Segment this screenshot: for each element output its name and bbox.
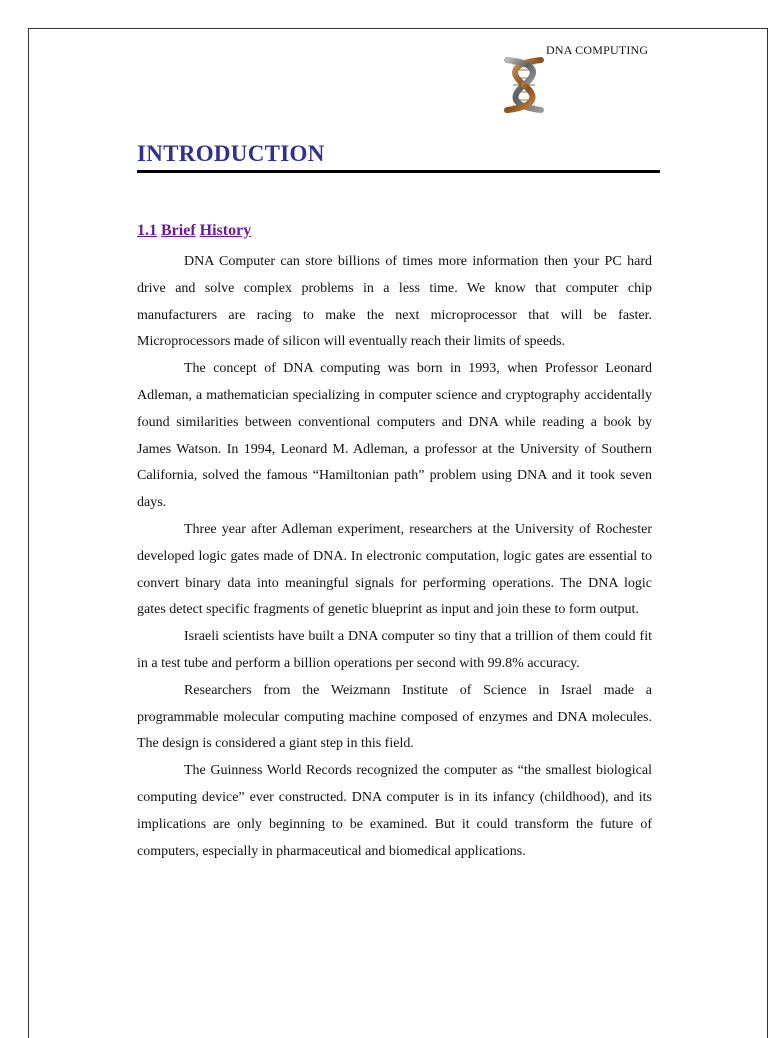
section-title-word-1: Brief xyxy=(161,222,196,239)
paragraph: DNA Computer can store billions of times more information then your PC hard drive and solve complex problems in a less time. We know that computer chip manufacturers are racing to make the next microprocessor that will be faster. Microprocessors made of silicon will eventually reach their limits of speeds. xyxy=(137,254,652,350)
paragraph: Three year after Adleman experiment, researchers at the University of Rochester developed logic gates made of DNA. In electronic computation, logic gates are essential to convert binary data into meaningful signals for performing operations. The DNA logic gates detect specific fragments of genetic blueprint as input and join these to form output. xyxy=(137,521,652,618)
title-divider xyxy=(137,170,660,173)
paragraph: The Guinness World Records recognized the computer as “the smallest biological computing device” ever constructed. DNA computer is in its infancy (childhood), and its implications are only beginning to be examined. But it could transform the future of computers, especially in pharmaceutical and biomedical applications. xyxy=(137,763,652,859)
body-text xyxy=(137,249,652,865)
section-title-word-2: History xyxy=(199,222,252,239)
paragraph: Israeli scientists have built a DNA computer so tiny that a trillion of them could fit in a test tube and perform a billion operations per second with 99.8% accuracy. xyxy=(137,629,652,671)
dna-helix-icon xyxy=(499,56,549,114)
running-header: DNA COMPUTING xyxy=(546,43,649,57)
paragraph: The concept of DNA computing was born in 1993, when Professor Leonard Adleman, a mathematician specializing in computer science and cryptography accidentally found similarities between conventional computers and DNA while reading a book by James Watson. In 1994, Leonard M. Adleman, a professor at the University of Southern California, solved the famous “Hamiltonian path” problem using DNA and it took seven days. xyxy=(137,361,652,511)
paragraph: Researchers from the Weizmann Institute of Science in Israel made a programmable molecular computing machine composed of enzymes and DNA molecules. The design is considered a giant step in this field. xyxy=(137,682,652,752)
section-number: 1.1 xyxy=(137,222,157,239)
section-heading xyxy=(137,222,251,240)
chapter-title: INTRODUCTION xyxy=(137,141,325,166)
